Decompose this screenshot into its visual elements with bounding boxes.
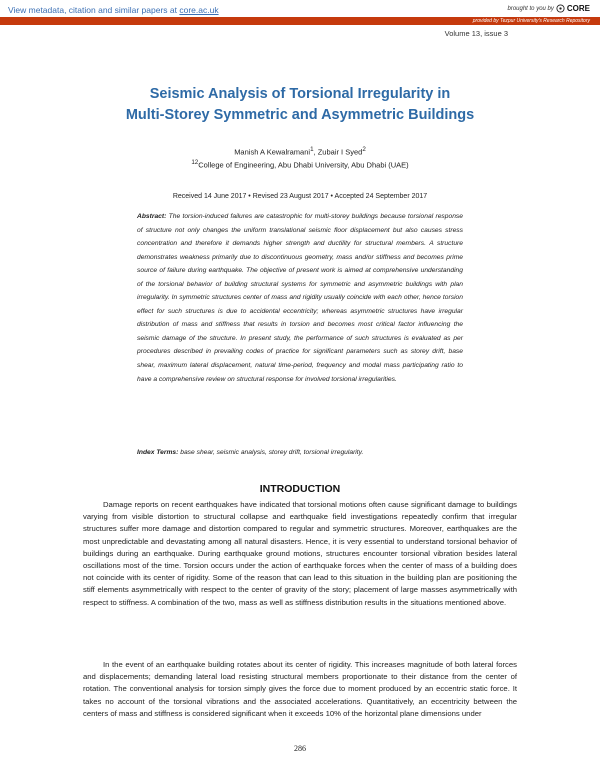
author-1: Manish A Kewalramani bbox=[234, 147, 311, 157]
index-terms bbox=[137, 449, 463, 456]
abstract bbox=[137, 210, 463, 386]
affiliation-text: College of Engineering, Abu Dhabi University, Abu Dhabi (UAE) bbox=[198, 160, 409, 170]
page-number: 286 bbox=[294, 744, 306, 753]
author-2: Zubair I Syed bbox=[317, 147, 363, 157]
author-1-sup: 1 bbox=[310, 146, 314, 153]
core-link-prefix: View metadata, citation and similar papers at bbox=[8, 5, 180, 15]
provided-by-text[interactable]: provided by Tezpur University's Research Repository bbox=[472, 18, 590, 24]
intro-paragraph-1: Damage reports on recent earthquakes have indicated that torsional motions often cause significant damage to buildings varying from visible distortion to structural collapse and earthquake field investigations repeatedly confirm that irregular structures suffer more damage and distortion compared to regular and symmetric structures. Moreover, earthquakes are the most unpredictable and devastating among all natural disasters. Hence, it is very essential to understand torsional behavior of buildings during an earthquake. During earthquake ground motions, structures encounter torsional vibration besides lateral oscillations most of the time. Torsion occurs under the action of earthquake forces when the center of mass of a building does not coincide with its center of rigidity. Some of the reason that can lead to this situation in the building plan are positioning the stiff elements asymmetrically with respect to the center of gravity of the story; placement of large masses asymmetrically with respect to stiffness. A combination of the two, mass as well as stiffness distribution results in the situations mentioned above. bbox=[83, 500, 517, 607]
abstract-label: Abstract: bbox=[137, 213, 167, 220]
brought-by-text: brought to you by bbox=[507, 5, 554, 12]
repository-bar bbox=[0, 17, 600, 25]
index-terms-text: base shear, seismic analysis, storey drift, torsional irregularity. bbox=[178, 449, 364, 456]
author-2-sup: 2 bbox=[362, 146, 366, 153]
title-line-2: Multi-Storey Symmetric and Asymmetric Buildings bbox=[125, 107, 475, 123]
publication-dates: Received 14 June 2017 • Revised 23 August 2017 • Accepted 24 September 2017 bbox=[172, 193, 428, 200]
abstract-text: The torsion-induced failures are catastrophic for multi-storey buildings because torsional response of structure not only changes the uniform translational seismic floor displacement but also causes stress concentration and therefore it demands higher strength and ductility for structural members. A structure demonstrates weakness primarily due to discontinuous geometry, mass and/or stiffness and becomes prime source of failure during earthquake. The objective of present work is aimed at comprehensive understanding of the torsional behavior of building structural systems for symmetric and asymmetric buildings with plan irregularity. In symmetric structures center of mass and rigidity usually coincide with each other, hence torsion effect for such structures is due to accidental eccentricity; whereas asymmetric structures have irregular distribution of mass and stiffness that results in torsion and becomes most critical factor influencing the seismic damage of the structure. In present study, the performance of such structures is evaluated as per procedures described in prevailing codes of practice for significant parameters such as storey drift, base shear, maximum lateral displacement, natural time-period, frequency and modal mass participating ratio to have a comprehensive review on structural response for involved torsional irregularities. bbox=[137, 213, 463, 383]
volume-issue: Volume 13, issue 3 bbox=[444, 29, 508, 38]
affiliation bbox=[0, 159, 600, 170]
title-line-1: Seismic Analysis of Torsional Irregularity in bbox=[149, 86, 451, 102]
authors bbox=[0, 146, 600, 157]
intro-paragraph-2: In the event of an earthquake building rotates about its center of rigidity. This increases magnitude of both lateral forces and displacements; demanding lateral load resisting structural members proportionate to their distance from the center of rotation. The conventional analysis for torsion simply gives the force due to moment produced by an eccentric static force. It takes no account of the torsional vibrations and the associated accelerations. Quantitatively, an eccentricity between the centers of mass and stiffness is considered significant when it exceeds 10% of the horizontal plane dimensions under bbox=[83, 660, 517, 718]
paper-title bbox=[40, 84, 560, 126]
core-logo-icon bbox=[556, 4, 565, 13]
core-metadata-link[interactable] bbox=[8, 5, 219, 15]
core-logo-text: CORE bbox=[566, 4, 590, 13]
author-separator: , bbox=[313, 147, 318, 157]
index-terms-label: Index Terms: bbox=[137, 449, 179, 456]
core-branding[interactable] bbox=[508, 4, 591, 13]
affiliation-sup: 12 bbox=[191, 159, 199, 166]
core-site-link[interactable]: core.ac.uk bbox=[179, 5, 219, 15]
section-heading: INTRODUCTION bbox=[259, 483, 341, 495]
